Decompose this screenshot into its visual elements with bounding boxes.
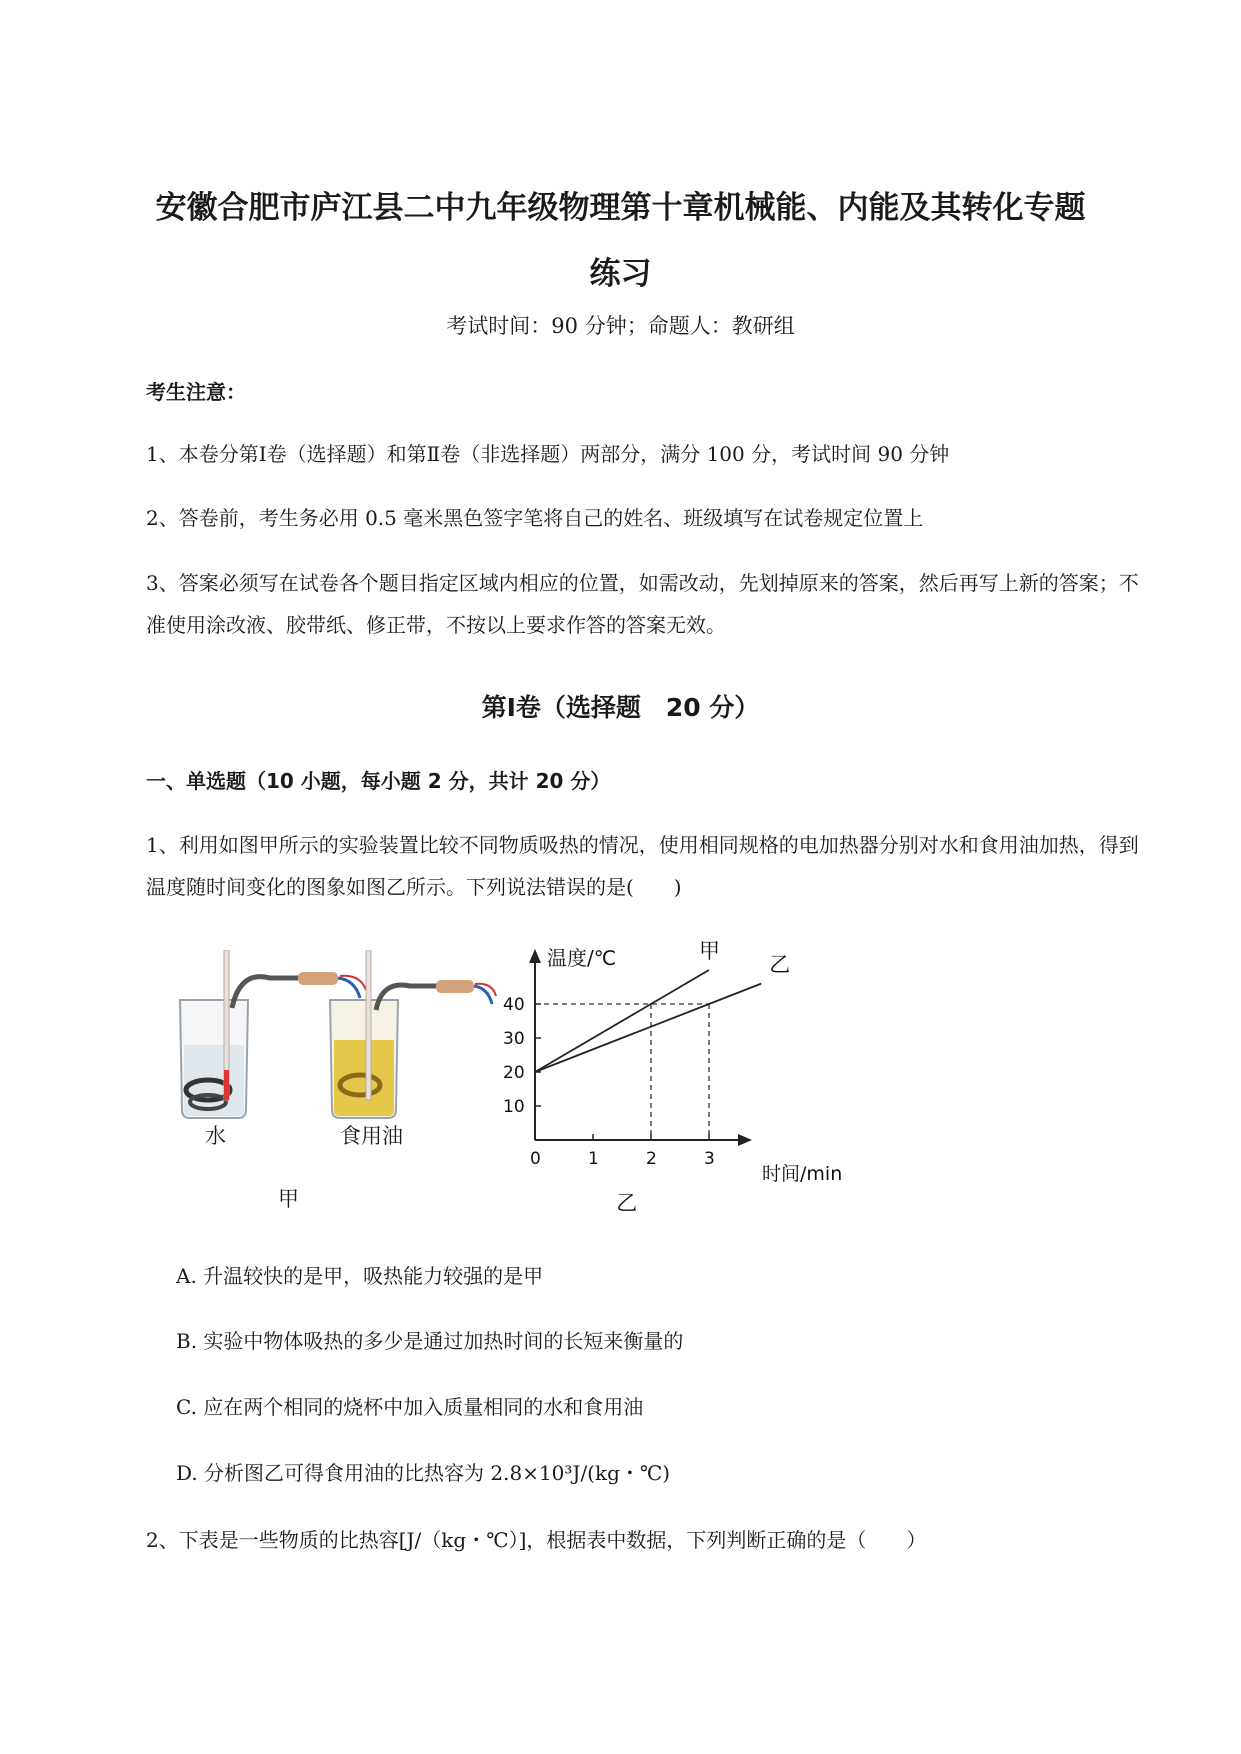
series-label-1: 甲 <box>699 939 720 963</box>
q1-option-b[interactable]: B. 实验中物体吸热的多少是通过加热时间的长短来衡量的 <box>176 1329 684 1353</box>
beaker-oil <box>330 950 496 1118</box>
series-label-2: 乙 <box>769 952 791 977</box>
title-line-2: 练习 <box>589 256 652 292</box>
x-axis-label: 时间/min <box>762 1163 843 1185</box>
x-tick-label: 3 <box>704 1149 715 1169</box>
y-axis-arrow <box>529 949 541 963</box>
notice-1: 1、本卷分第Ⅰ卷（选择题）和第Ⅱ卷（非选择题）两部分，满分 100 分，考试时间 90 分钟 <box>146 442 950 466</box>
section-title: 第Ⅰ卷（选择题 20 分） <box>481 693 760 722</box>
title-line-1: 安徽合肥市庐江县二中九年级物理第十章机械能、内能及其转化专题 <box>155 190 1086 226</box>
document-title <box>130 175 1111 307</box>
y-tick-label: 20 <box>503 1063 525 1083</box>
x-tick-label: 2 <box>646 1149 657 1169</box>
notice-3: 3、答案必须写在试卷各个题目指定区域内相应的位置，如需改动，先划掉原来的答案，然后再写上新的答案；不准使用涂改液、胶带纸、修正带，不按以上要求作答的答案无效。 <box>146 571 1139 637</box>
y-tick-label: 10 <box>503 1097 525 1117</box>
series-line-2 <box>535 984 761 1072</box>
question-1-stem: 1、利用如图甲所示的实验装置比较不同物质吸热的情况，使用相同规格的电加热器分别对水和食用油加热，得到温度随时间变化的图象如图乙所示。下列说法错误的是( ) <box>146 833 1139 899</box>
label-water: 水 <box>205 1124 226 1148</box>
y-tick-label: 30 <box>503 1029 525 1049</box>
figure-jia <box>170 950 500 1220</box>
y-axis-label: 温度/℃ <box>547 946 617 970</box>
q1-option-a[interactable]: A. 升温较快的是甲，吸热能力较强的是甲 <box>176 1264 544 1288</box>
x-tick-label: 1 <box>588 1149 599 1169</box>
chart-caption: 乙 <box>616 1191 638 1215</box>
question-2-stem: 2、下表是一些物质的比热容[J/（kg・℃）]，根据表中数据，下列判断正确的是（ ） <box>146 1528 927 1552</box>
notice-heading: 考生注意： <box>146 380 246 404</box>
temperature-time-chart <box>490 935 870 1225</box>
x-tick-label: 0 <box>530 1149 541 1169</box>
series-line-1 <box>535 970 709 1072</box>
q1-option-c[interactable]: C. 应在两个相同的烧杯中加入质量相同的水和食用油 <box>176 1395 644 1419</box>
part-heading: 一、单选题（10 小题，每小题 2 分，共计 20 分） <box>146 769 611 793</box>
q1-option-d[interactable]: D. 分析图乙可得食用油的比热容为 2.8×10³J/(kg・℃) <box>176 1461 671 1485</box>
notice-2: 2、答卷前，考生务必用 0.5 毫米黑色签字笔将自己的姓名、班级填写在试卷规定位置上 <box>146 506 924 530</box>
label-oil: 食用油 <box>340 1124 403 1148</box>
x-axis-arrow <box>738 1134 752 1146</box>
exam-info: 考试时间：90 分钟；命题人：教研组 <box>446 314 795 338</box>
caption-jia: 甲 <box>278 1187 299 1211</box>
y-tick-label: 40 <box>503 995 525 1015</box>
